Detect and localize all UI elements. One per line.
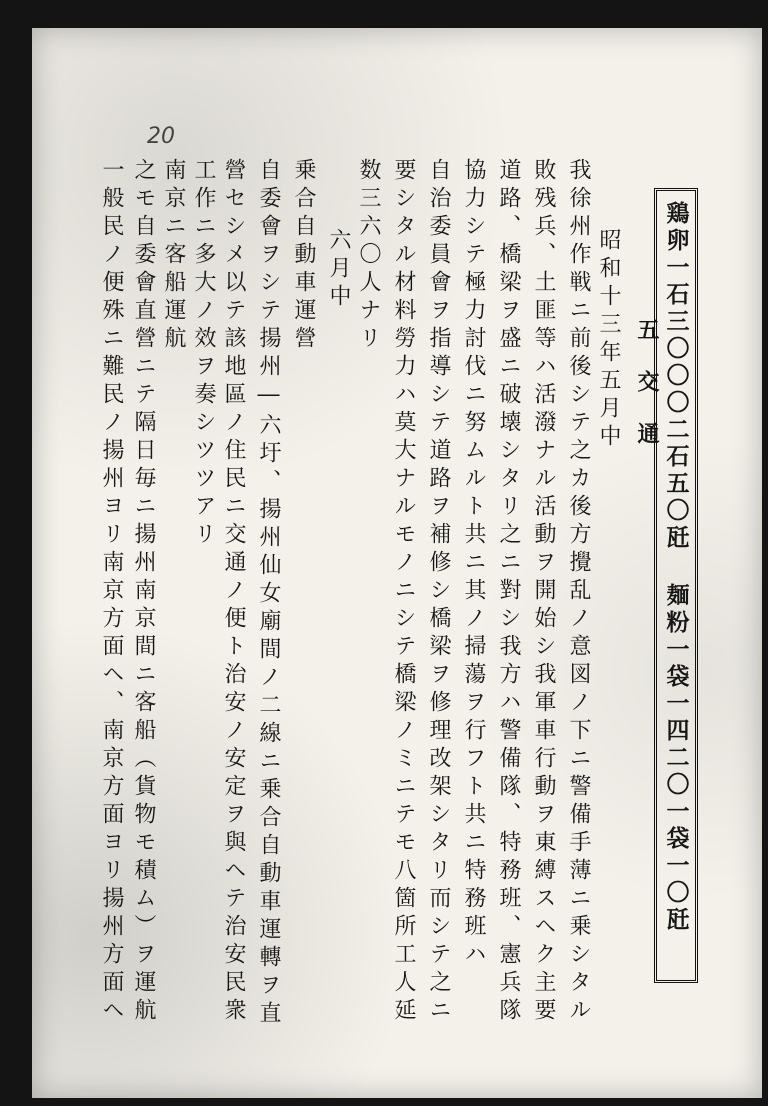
text-column: 一般民ノ便殊ニ難民ノ揚州ヨリ南京方面ヘ、南京方面ヨリ揚州方面ヘ xyxy=(99,158,124,1026)
header-box xyxy=(654,188,698,983)
text-column: 数三六〇人ナリ xyxy=(356,158,381,354)
text-column: 要シタル材料勞力ハ莫大ナルモノニシテ橋梁ノミニテモ八箇所工人延 xyxy=(391,158,416,1026)
text-column: 乗合自動車運營 xyxy=(291,158,316,354)
text-column: 工作ニ多大ノ效ヲ奏シツツアリ xyxy=(191,158,216,550)
page-number: 20 xyxy=(147,124,175,149)
text-column: 敗残兵、土匪等ハ活潑ナル活動ヲ開始シ我軍車行動ヲ東縛スヘク主要 xyxy=(531,158,556,1026)
text-column: 南京ニ客船運航 xyxy=(161,158,186,354)
section-title: 交通 xyxy=(634,370,660,474)
text-column: 自委會ヲシテ揚州―六圩、揚州仙女廟間ノ二線ニ乗合自動車運轉ヲ直 xyxy=(256,158,281,1029)
document-page xyxy=(32,28,762,1098)
text-column: 之モ自委會直營ニテ隔日毎ニ揚州南京間ニ客船（貨物モ積ム）ヲ運航 xyxy=(131,158,156,1026)
section-number: 五 xyxy=(634,318,660,370)
text-column: 自治委員會ヲ指導シテ道路ヲ補修シ橋梁ヲ修理改架シタリ而シテ之ニ xyxy=(426,158,451,1026)
header-box-text: 鶏卵一石三〇〇〇二石五〇瓩 麺粉一袋一四二〇一袋一〇瓩 xyxy=(662,201,690,934)
text-column: 六月中 xyxy=(326,228,351,312)
section-heading xyxy=(632,318,663,474)
text-column: 協力シテ極力討伐ニ努ムルト共ニ其ノ掃蕩ヲ行フト共ニ特務班ハ xyxy=(461,158,486,970)
text-column: 道路、橋梁ヲ盛ニ破壊シタリ之ニ對シ我方ハ警備隊、特務班、憲兵隊 xyxy=(496,158,521,1026)
text-column: 營セシメ以テ該地區ノ住民ニ交通ノ便ト治安ノ安定ヲ與ヘテ治安民衆 xyxy=(221,158,246,1026)
text-column: 我徐州作戦ニ前後シテ之カ後方攪乱ノ意図ノ下ニ警備手薄ニ乗シタル xyxy=(566,158,591,1026)
text-column-date: 昭和十三年五月中 xyxy=(596,228,621,452)
